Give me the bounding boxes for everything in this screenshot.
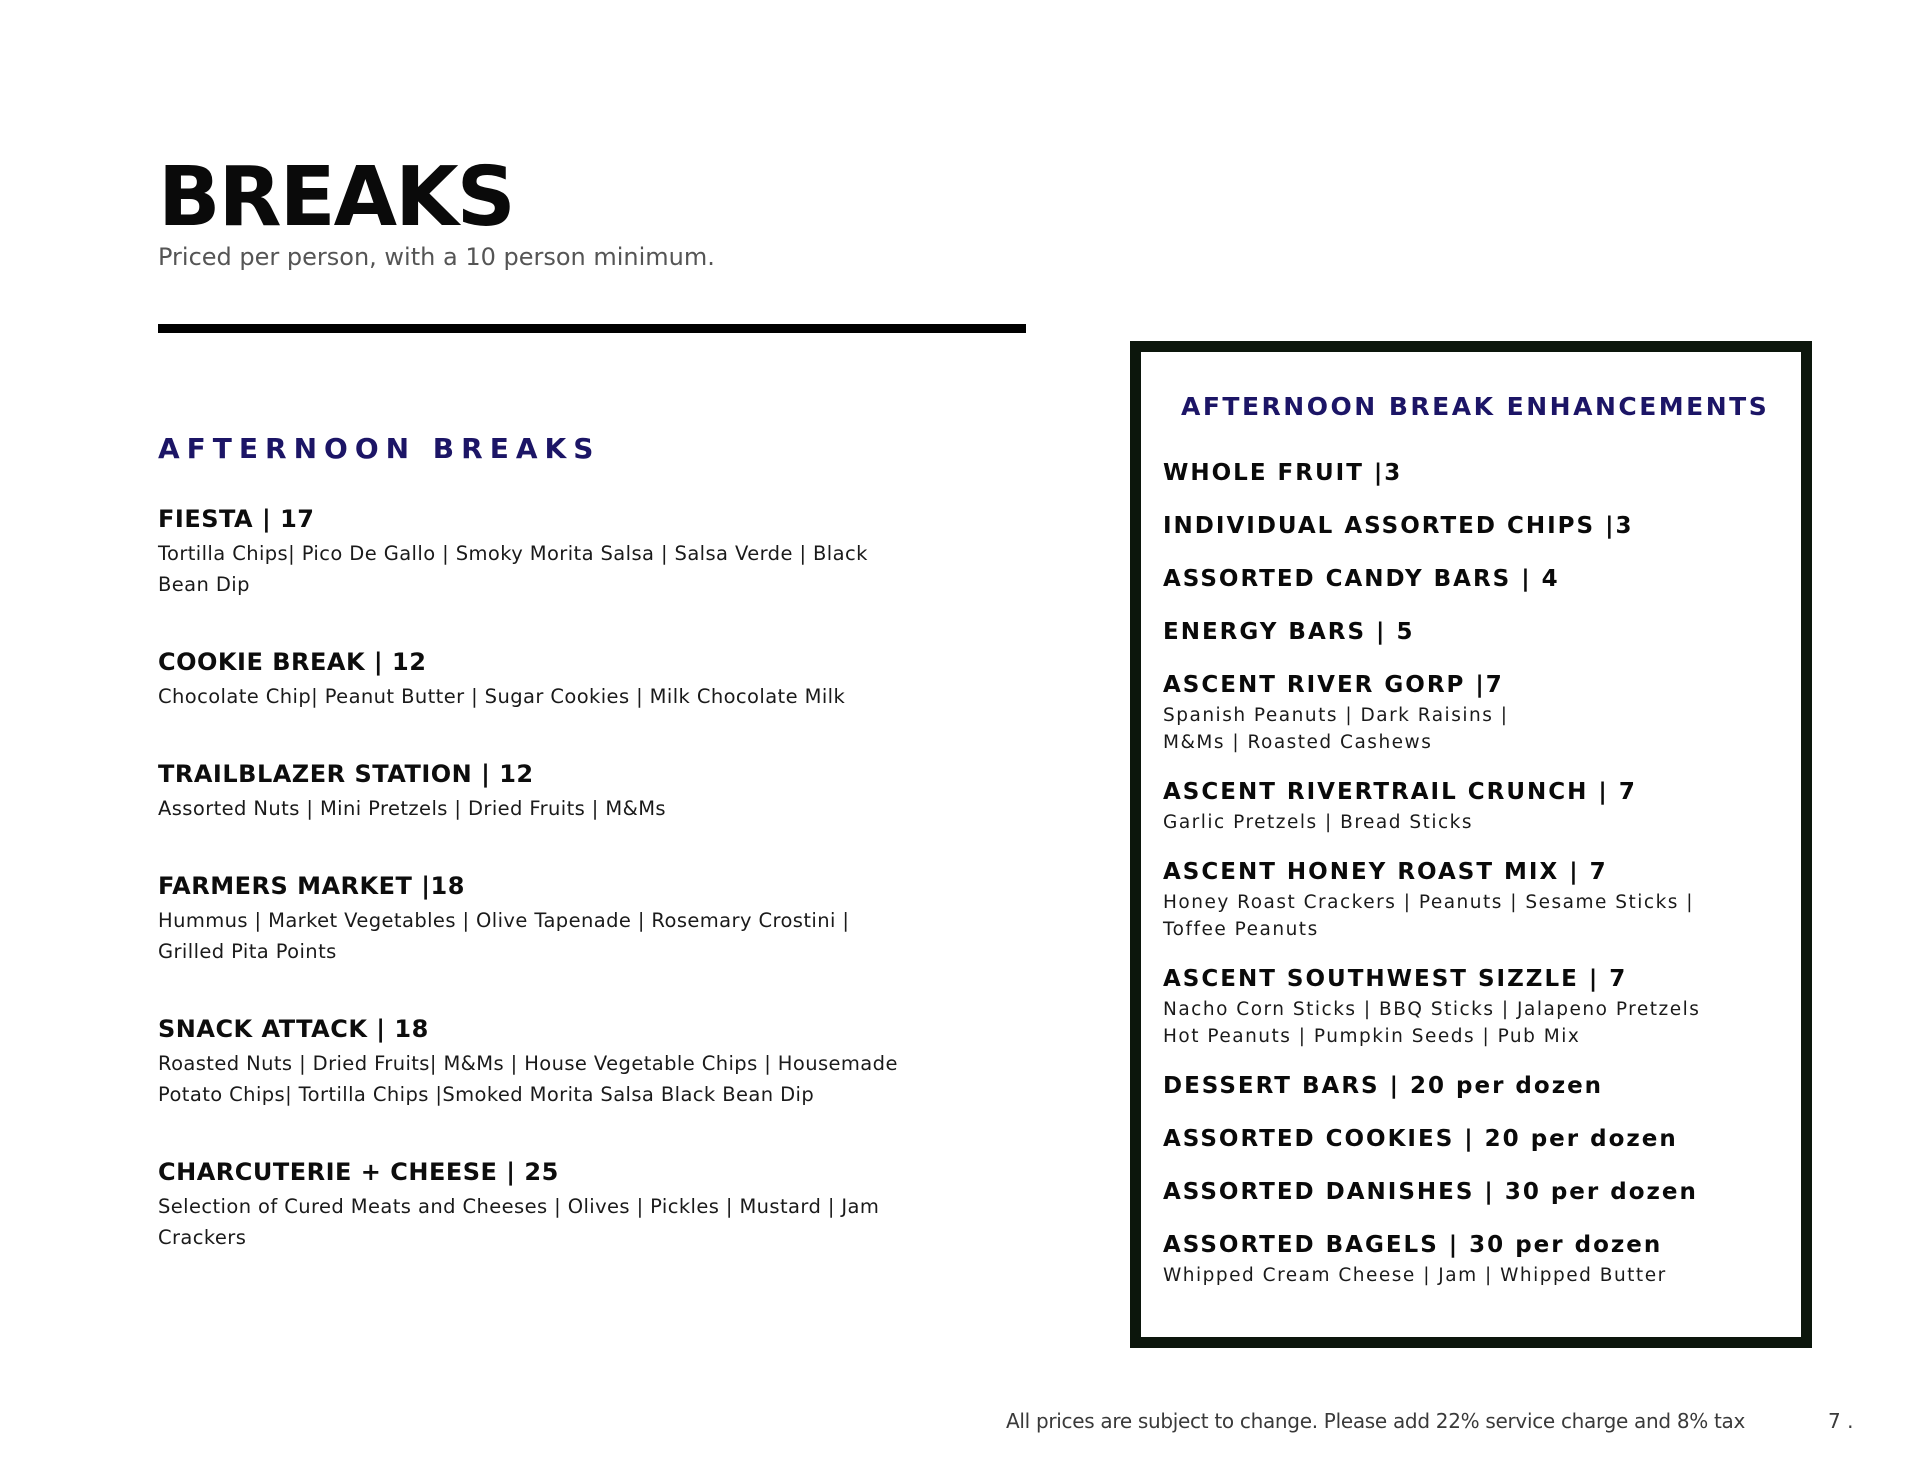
enhancement-item bbox=[1163, 1176, 1783, 1209]
break-item-name: TRAILBLAZER STATION | 12 bbox=[158, 760, 534, 788]
enhancements-panel bbox=[1130, 341, 1812, 1348]
enhancement-item-description: Whipped Cream Cheese | Jam | Whipped Butter bbox=[1163, 1265, 1667, 1286]
enhancement-item-description: Spanish Peanuts | Dark Raisins | bbox=[1163, 705, 1509, 726]
enhancement-item-description: Toffee Peanuts bbox=[1163, 919, 1319, 940]
enhancement-item-description: Nacho Corn Sticks | BBQ Sticks | Jalapeno Pretzels bbox=[1163, 999, 1701, 1020]
enhancement-item-name: ASSORTED BAGELS | 30 per dozen bbox=[1163, 1232, 1663, 1258]
break-item-name: COOKIE BREAK | 12 bbox=[158, 648, 427, 676]
break-item-charcuterie-cheese bbox=[158, 1153, 918, 1253]
break-item-name: FIESTA | 17 bbox=[158, 505, 315, 533]
enhancement-item-description: Hot Peanuts | Pumpkin Seeds | Pub Mix bbox=[1163, 1026, 1581, 1047]
enhancement-item bbox=[1163, 1123, 1783, 1156]
title-divider bbox=[158, 324, 1026, 333]
enhancement-item-name: INDIVIDUAL ASSORTED CHIPS |3 bbox=[1163, 513, 1634, 539]
enhancement-item-name: ASSORTED DANISHES | 30 per dozen bbox=[1163, 1179, 1698, 1205]
break-item-description: Selection of Cured Meats and Cheeses | Olives | Pickles | Mustard | Jam Crackers bbox=[158, 1195, 880, 1249]
enhancement-item bbox=[1163, 510, 1783, 543]
page-subtitle: Priced per person, with a 10 person minimum. bbox=[158, 243, 715, 271]
enhancement-item-description: Honey Roast Crackers | Peanuts | Sesame Sticks | bbox=[1163, 892, 1695, 913]
page-title: BREAKS bbox=[158, 150, 514, 245]
enhancement-item bbox=[1163, 1229, 1783, 1289]
enhancement-item bbox=[1163, 669, 1783, 756]
break-item-description: Hummus | Market Vegetables | Olive Tapenade | Rosemary Crostini | Grilled Pita Points bbox=[158, 909, 850, 963]
enhancement-item-name: ASCENT RIVER GORP |7 bbox=[1163, 672, 1504, 698]
break-item-description: Chocolate Chip| Peanut Butter | Sugar Cookies | Milk Chocolate Milk bbox=[158, 685, 846, 708]
enhancement-item-name: WHOLE FRUIT |3 bbox=[1163, 460, 1403, 486]
break-item-trailblazer-station bbox=[158, 755, 918, 824]
enhancement-item bbox=[1163, 457, 1783, 490]
page-number: 7 . bbox=[1828, 1409, 1854, 1433]
enhancement-item bbox=[1163, 963, 1783, 1050]
enhancements-list bbox=[1163, 457, 1783, 1309]
enhancement-item-description: Garlic Pretzels | Bread Sticks bbox=[1163, 812, 1474, 833]
enhancement-item-name: ASSORTED COOKIES | 20 per dozen bbox=[1163, 1126, 1678, 1152]
afternoon-breaks-list bbox=[158, 500, 918, 1296]
enhancements-heading: AFTERNOON BREAK ENHANCEMENTS bbox=[1181, 392, 1770, 421]
enhancement-item bbox=[1163, 776, 1783, 836]
break-item-farmers-market bbox=[158, 867, 918, 967]
enhancement-item-name: ASCENT RIVERTRAIL CRUNCH | 7 bbox=[1163, 779, 1637, 805]
enhancement-item-name: DESSERT BARS | 20 per dozen bbox=[1163, 1073, 1604, 1099]
break-item-description: Assorted Nuts | Mini Pretzels | Dried Fruits | M&Ms bbox=[158, 797, 666, 820]
enhancement-item bbox=[1163, 616, 1783, 649]
enhancement-item-name: ASSORTED CANDY BARS | 4 bbox=[1163, 566, 1560, 592]
afternoon-breaks-heading: AFTERNOON BREAKS bbox=[158, 432, 601, 465]
break-item-description: Roasted Nuts | Dried Fruits| M&Ms | House Vegetable Chips | Housemade Potato Chips| Tortilla Chips |Smoked Morita Salsa Black Bean Dip bbox=[158, 1052, 898, 1106]
break-item-fiesta bbox=[158, 500, 918, 600]
enhancement-item-name: ASCENT HONEY ROAST MIX | 7 bbox=[1163, 859, 1608, 885]
footer-pricing-note: All prices are subject to change. Please add 22% service charge and 8% tax bbox=[1006, 1409, 1746, 1433]
break-item-name: SNACK ATTACK | 18 bbox=[158, 1015, 429, 1043]
enhancement-item-name: ENERGY BARS | 5 bbox=[1163, 619, 1415, 645]
break-item-name: CHARCUTERIE + CHEESE | 25 bbox=[158, 1158, 559, 1186]
enhancement-item bbox=[1163, 563, 1783, 596]
enhancement-item-description: M&Ms | Roasted Cashews bbox=[1163, 732, 1433, 753]
break-item-cookie-break bbox=[158, 643, 918, 712]
break-item-snack-attack bbox=[158, 1010, 918, 1110]
enhancement-item bbox=[1163, 856, 1783, 943]
enhancement-item-name: ASCENT SOUTHWEST SIZZLE | 7 bbox=[1163, 966, 1628, 992]
break-item-name: FARMERS MARKET |18 bbox=[158, 872, 465, 900]
break-item-description: Tortilla Chips| Pico De Gallo | Smoky Morita Salsa | Salsa Verde | Black Bean Dip bbox=[158, 542, 868, 596]
enhancement-item bbox=[1163, 1070, 1783, 1103]
